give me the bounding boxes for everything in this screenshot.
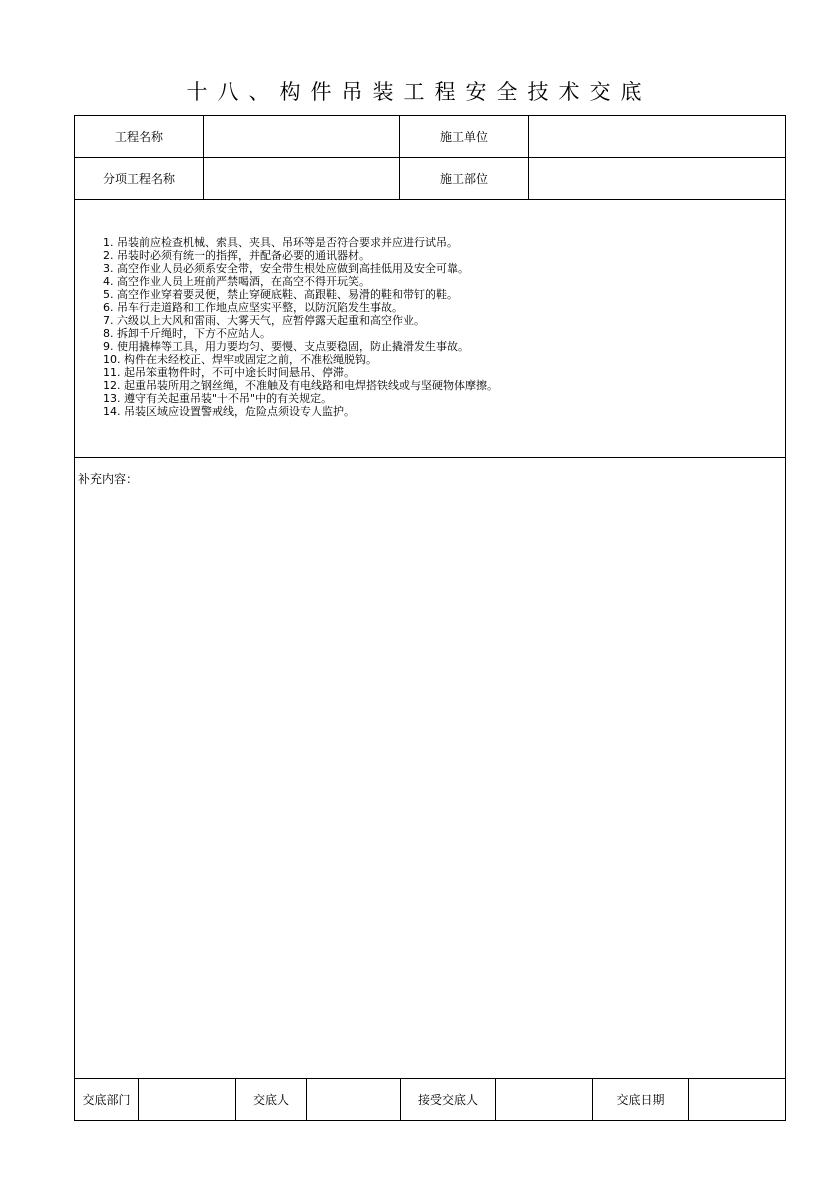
receiver-label: 接受交底人 (401, 1079, 496, 1121)
dept-label: 交底部门 (75, 1079, 139, 1121)
date-label: 交底日期 (593, 1079, 689, 1121)
rule-item: 5. 高空作业穿着要灵便，禁止穿硬底鞋、高跟鞋、易滑的鞋和带钉的鞋。 (103, 288, 458, 301)
supplement-label: 补充内容： (78, 472, 139, 486)
construction-part-field[interactable] (529, 158, 786, 200)
receiver-field[interactable] (496, 1079, 593, 1121)
rule-item: 3. 高空作业人员必须系安全带，安全带生根处应做到高挂低用及安全可靠。 (103, 262, 469, 275)
sub-project-label: 分项工程名称 (75, 158, 204, 200)
briefing-table (74, 115, 786, 1079)
rule-item: 10. 构件在未经校正、焊牢或固定之前，不准松绳脱钩。 (103, 353, 377, 366)
dept-field[interactable] (139, 1079, 236, 1121)
rule-item: 13. 遵守有关起重吊装"十不吊"中的有关规定。 (103, 392, 333, 405)
page-title: 十八、构件吊装工程安全技术交底 (186, 80, 652, 104)
project-name-field[interactable] (204, 116, 400, 158)
sub-project-field[interactable] (204, 158, 400, 200)
construction-unit-label: 施工单位 (400, 116, 529, 158)
rule-item: 2. 吊装时必须有统一的指挥，并配备必要的通讯器材。 (103, 249, 370, 262)
construction-part-label: 施工部位 (400, 158, 529, 200)
giver-field[interactable] (307, 1079, 401, 1121)
construction-unit-field[interactable] (529, 116, 786, 158)
giver-label: 交底人 (236, 1079, 307, 1121)
rule-item: 14. 吊装区域应设置警戒线，危险点须设专人监护。 (103, 405, 355, 418)
rule-item: 6. 吊车行走道路和工作地点应坚实平整，以防沉陷发生事故。 (103, 301, 403, 314)
project-name-label: 工程名称 (75, 116, 204, 158)
rule-item: 11. 起吊笨重物件时，不可中途长时间悬吊、停滞。 (103, 366, 355, 379)
rule-item: 4. 高空作业人员上班前严禁喝酒，在高空不得开玩笑。 (103, 275, 370, 288)
rule-item: 1. 吊装前应检查机械、索具、夹具、吊环等是否符合要求并应进行试吊。 (103, 236, 458, 249)
date-field[interactable] (689, 1079, 786, 1121)
rule-item: 7. 六级以上大风和雷雨、大雾天气，应暂停露天起重和高空作业。 (103, 314, 425, 327)
safety-rules-cell (75, 200, 786, 458)
rule-item: 8. 拆卸千斤绳时，下方不应站人。 (103, 327, 271, 340)
rule-item: 12. 起重吊装所用之钢丝绳，不准触及有电线路和电焊搭铁线或与坚硬物体摩擦。 (103, 379, 498, 392)
rule-item: 9. 使用撬棒等工具，用力要均匀、要慢、支点要稳固，防止撬滑发生事故。 (103, 340, 469, 353)
supplement-cell[interactable] (75, 458, 786, 1079)
signature-row (74, 1078, 786, 1121)
